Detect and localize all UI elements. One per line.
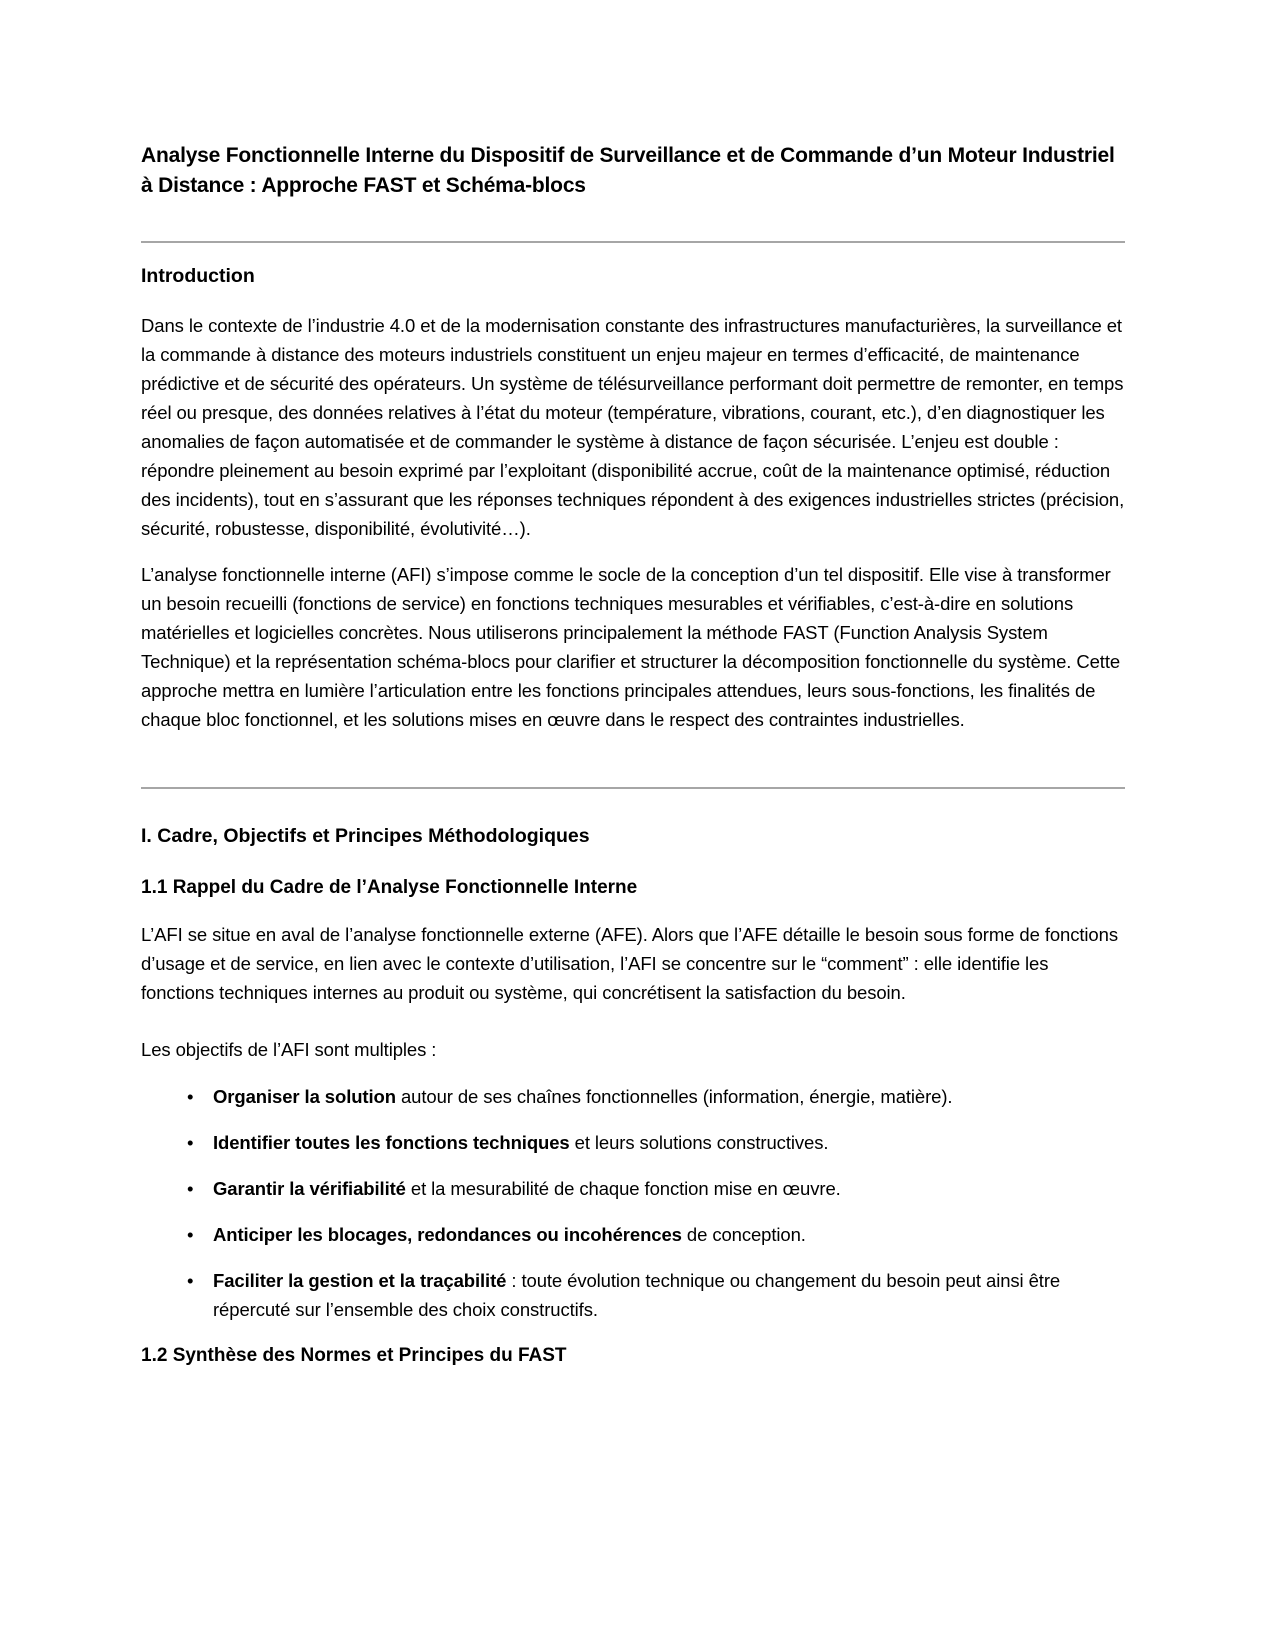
list-item [141, 1220, 1125, 1249]
objective-lead: Garantir la vérifiabilité [213, 1178, 406, 1199]
objective-rest: et leurs solutions constructives. [569, 1132, 829, 1153]
objective-lead: Identifier toutes les fonctions techniques [213, 1132, 570, 1153]
heading-section-1-1: 1.1 Rappel du Cadre de l’Analyse Fonctionnelle Interne [141, 877, 638, 898]
objective-lead: Anticiper les blocages, redondances ou incohérences [213, 1224, 682, 1245]
list-item [141, 1266, 1125, 1324]
objective-lead: Organiser la solution [213, 1086, 396, 1107]
list-item [141, 1082, 1125, 1111]
document-title: Analyse Fonctionnelle Interne du Dispositif de Surveillance et de Commande d’un Moteur Industriel à Distance : Approche FAST et Schéma-blocs [141, 144, 1115, 197]
objective-rest: autour de ses chaînes fonctionnelles (information, énergie, matière). [395, 1086, 953, 1107]
bullet-icon: • [187, 1132, 194, 1153]
bullet-icon: • [187, 1270, 194, 1291]
intro-paragraph-1: Dans le contexte de l’industrie 4.0 et de la modernisation constante des infrastructures manufacturières, la surveillance et la commande à distance des moteurs industriels constituent un enjeu majeur en termes d’efficacité, de maintenance prédictive et de sécurité des opérateurs. Un système de télésurveillance performant doit permettre de remonter, en temps réel ou presque, des données relatives à l’état du moteur (température, vibrations, courant, etc.), d’en diagnostiquer les anomalies de façon automatisée et de commander le système à distance de façon sécurisée. L’enjeu est double : répondre pleinement au besoin exprimé par l’exploitant (disponibilité accrue, coût de la maintenance optimisé, réduction des incidents), tout en s’assurant que les réponses techniques répondent à des exigences industrielles strictes (précision, sécurité, robustesse, disponibilité, évolutivité…). [141, 315, 1125, 539]
afi-paragraph: L’AFI se situe en aval de l’analyse fonctionnelle externe (AFE). Alors que l’AFE détaille le besoin sous forme de fonctions d’usage et de service, en lien avec le contexte d’utilisation, l’AFI se concentre sur le “comment” : elle identifie les fonctions techniques internes au produit ou système, qui concrétisent la satisfaction du besoin. [141, 924, 1118, 1003]
objectives-intro: Les objectifs de l’AFI sont multiples : [141, 1039, 437, 1060]
objective-rest: de conception. [681, 1224, 806, 1245]
heading-introduction: Introduction [141, 265, 255, 287]
heading-section-1-2: 1.2 Synthèse des Normes et Principes du FAST [141, 1345, 567, 1366]
list-item [141, 1174, 1125, 1203]
objective-lead: Faciliter la gestion et la traçabilité [213, 1270, 507, 1291]
heading-section-1: I. Cadre, Objectifs et Principes Méthodologiques [141, 825, 590, 847]
section-divider-top [141, 241, 1125, 243]
section-divider-middle [141, 787, 1125, 789]
list-item [141, 1128, 1125, 1157]
bullet-icon: • [187, 1224, 194, 1245]
intro-paragraph-2: L’analyse fonctionnelle interne (AFI) s’impose comme le socle de la conception d’un tel dispositif. Elle vise à transformer un besoin recueilli (fonctions de service) en fonctions techniques mesurables et vérifiables, c’est-à-dire en solutions matérielles et logicielles concrètes. Nous utiliserons principalement la méthode FAST (Function Analysis System Technique) et la représentation schéma-blocs pour clarifier et structurer la décomposition fonctionnelle du système. Cette approche mettra en lumière l’articulation entre les fonctions principales attendues, leurs sous-fonctions, les finalités de chaque bloc fonctionnel, et les solutions mises en œuvre dans le respect des contraintes industrielles. [141, 564, 1121, 730]
objective-rest: : toute évolution technique ou changement du besoin peut ainsi être répercuté sur l’ensemble des choix constructifs. [213, 1270, 1061, 1320]
objectives-list [141, 1082, 1125, 1324]
objective-rest: et la mesurabilité de chaque fonction mise en œuvre. [405, 1178, 841, 1199]
bullet-icon: • [187, 1178, 194, 1199]
bullet-icon: • [187, 1086, 194, 1107]
